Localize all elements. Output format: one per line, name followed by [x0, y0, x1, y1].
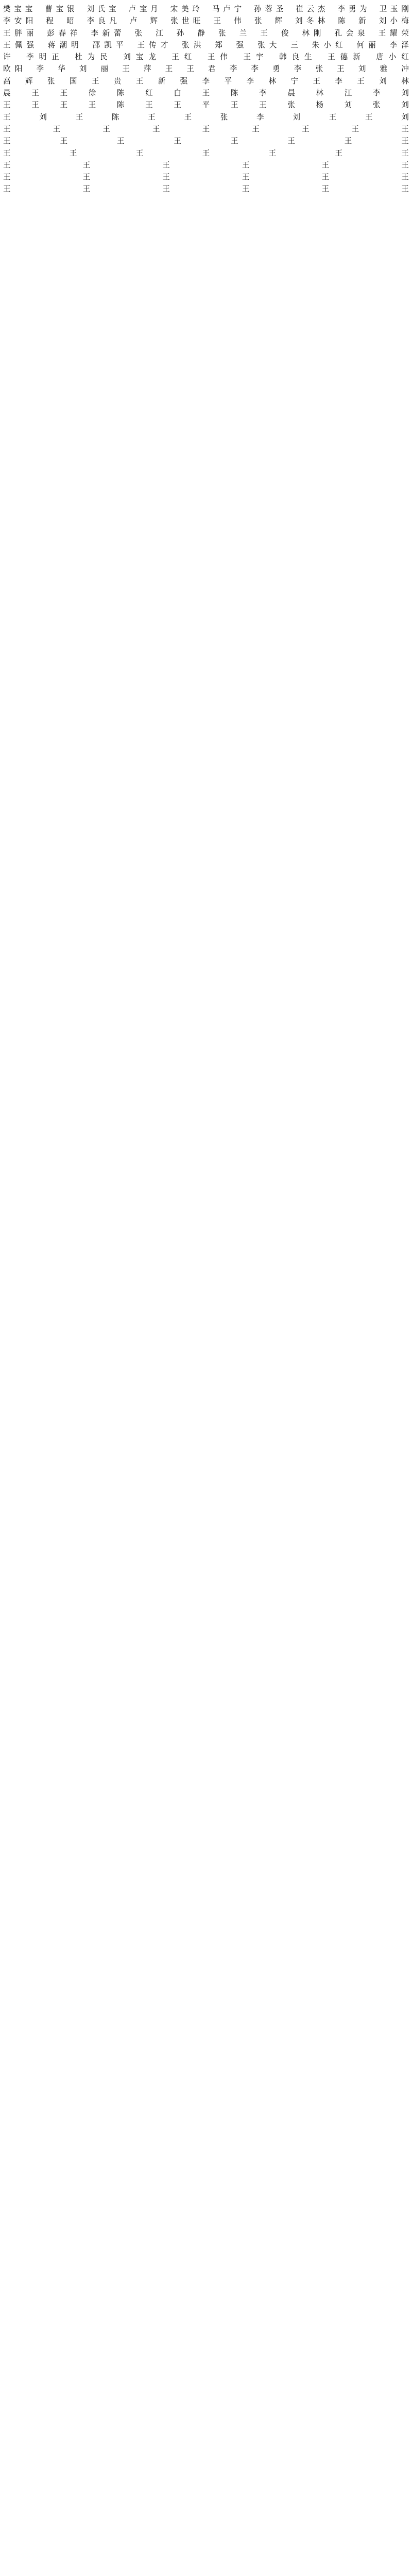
text-line: 欧阳 李 华 刘 丽 王 萍 王 王 君 李 李 勇 李 张 王 刘 雅 冲 [3, 64, 409, 74]
text-line: 王 王 王 王 陈 王 王 平 王 王 张 杨 刘 张 刘 [3, 100, 409, 110]
text-line: 王 王 王 王 王 王 [3, 173, 409, 182]
text-line: 王 王 王 王 王 王 王 王 [3, 137, 409, 146]
text-line: 高 辉 张 国 王 贵 王 新 强 李 平 李 林 宁 王 李 王 刘 林 [3, 76, 409, 86]
text-line: 许 李明正 杜为民 刘宝龙 王红 王伟 王宇 韩良生 王德新 唐小红 [3, 53, 409, 62]
text-line: 王 王 王 王 王 王 王 [3, 148, 409, 158]
name-list-document [3, 0, 409, 195]
text-line: 王胖丽 彭春祥 李新蕾 张 江 孙 静 张 兰 王 俊 林刚 孔会泉 王耀荣 [3, 28, 409, 38]
text-line: 王 王 王 王 王 王 [3, 160, 409, 170]
text-line: 王 王 王 王 王 王 [3, 184, 409, 194]
text-line: 王 刘 王 陈 王 王 张 李 刘 王 王 刘 [3, 112, 409, 122]
text-line: 王 王 王 王 王 王 王 王 王 [3, 124, 409, 133]
text-line: 晨 王 王 徐 陈 红 白 王 陈 李 晨 林 江 李 刘 [3, 89, 409, 98]
text-line: 樊宝宝 曹宝银 刘氏宝 卢宝月 宋美玲 马卢宁 孙蓉圣 崔云杰 李勇为 卫玉刚 [3, 5, 409, 13]
text-line: 李安阳 程 昭 李良凡 卢 辉 张世旺 王 伟 张 辉 刘冬林 陈 新 刘小梅 [3, 16, 409, 26]
text-line: 王佩强 蒋潮明 邵凯平 王传才 张洪 郑 强 张大 三 朱小红 何丽 李泽 [3, 40, 409, 49]
